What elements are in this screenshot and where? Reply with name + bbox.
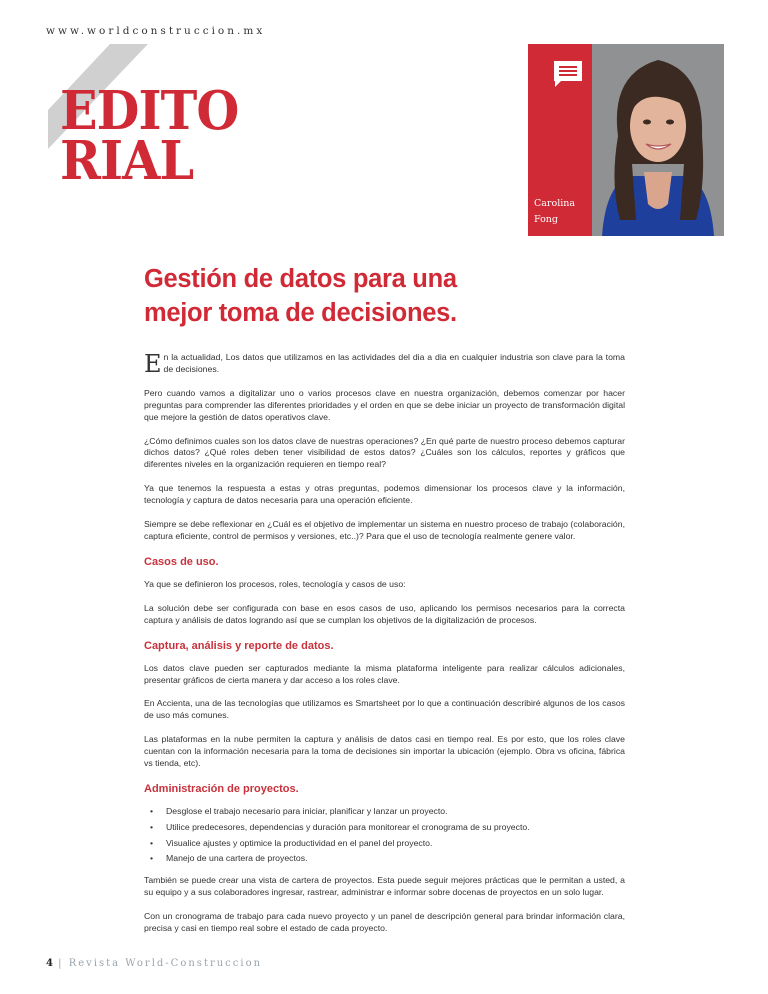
intro-paragraph (144, 352, 625, 376)
footer-separator: | (58, 958, 64, 969)
section-title (60, 80, 239, 192)
intro-text: n la actualidad, Los datos que utilizamos en las actividades del dia a dia en cualquier industria son clave para la toma de decisiones. (163, 352, 625, 374)
paragraph: Ya que se definieron los procesos, roles, tecnología y casos de uso: (144, 578, 406, 589)
paragraph: En Accienta, una de las tecnologías que utilizamos es Smartsheet por lo que a continuación describiré algunos de los casos de uso más comunes. (144, 698, 625, 721)
article (144, 262, 625, 947)
subheading-data-capture: Captura, análisis y reporte de datos. (144, 639, 334, 652)
paragraph: ¿Cómo definimos cuales son los datos clave de nuestras operaciones? ¿En qué parte de nuestro proceso debemos capturar dichos datos? ¿Qué roles deben tener visibilidad de estos datos? ¿Cuáles son los cálculos, reportes y gráficos que diferentes niveles en la organización requieren en tiempo real? (144, 435, 625, 470)
paragraph: Pero cuando vamos a digitalizar uno o varios procesos clave en nuestra organización, debemos comenzar por hacer preguntas para comprender las diferentes prioridades y el orden en que se debe iniciar un proyecto de transformación digital que mejore la gestión de datos operativos clave. (144, 387, 625, 422)
author-label-panel (528, 44, 592, 236)
author-first-name: Carolina (534, 198, 576, 209)
paragraph: La solución debe ser configurada con base en esos casos de uso, aplicando los permisos necesarios para la correcta captura y análisis de datos logrando así que se cumplan los objetivos de la digitalización de procesos. (144, 602, 625, 625)
drop-cap: E (144, 350, 162, 378)
paragraph: También se puede crear una vista de cartera de proyectos. Esta puede seguir mejores prácticas que le permitan a usted, a su equipo y a sus colaboradores ingresar, rastrear, administrar e informar sobre docenas de proyectos en un solo lugar. (144, 875, 625, 898)
paragraph: Siempre se debe reflexionar en ¿Cuál es el objetivo de implementar un sistema en nuestro proceso de trabajo (colaboración, captura eficiente, control de permisos y versiones, etc..)? Para que el uso de tecnología realmente genere valor. (144, 519, 625, 541)
magazine-name: Revista World-Construccion (68, 958, 263, 969)
page-number: 4 (46, 958, 53, 969)
author-card (528, 44, 724, 236)
section-title-line2: RIAL (60, 130, 194, 192)
article-title (144, 262, 625, 330)
list-item: • Visualice ajustes y optimice la productividad en el panel del proyecto. (144, 838, 625, 850)
subheading-use-cases: Casos de uso. (144, 555, 219, 568)
author-photo (592, 44, 724, 236)
paragraph: Ya que tenemos la respuesta a estas y otras preguntas, podemos dimensionar los procesos clave y la información, tecnología y captura de datos necesaria para una operación eficiente. (144, 483, 625, 506)
list-item: • Manejo de una cartera de proyectos. (144, 853, 625, 865)
article-title-line1: Gestión de datos para una (144, 265, 457, 293)
article-title-line2: mejor toma de decisiones. (144, 299, 457, 327)
bullet-list (144, 806, 625, 865)
site-url[interactable]: www.worldconstruccion.mx (46, 25, 266, 37)
subheading-project-admin: Administración de proyectos. (144, 782, 299, 795)
author-last-name: Fong (534, 214, 558, 225)
paragraph: Las plataformas en la nube permiten la captura y análisis de datos casi en tiempo real. Es por esto, que los roles clave cuentan con la información necesaria para la toma de decisiones sin importar la ubicación (ejemplo. Obra vs oficina, fábrica vs tienda, etc). (144, 734, 625, 769)
list-item: • Utilice predecesores, dependencias y duración para monitorear el cronograma de su proyecto. (144, 822, 625, 834)
page-footer (46, 958, 262, 969)
list-item: • Desglose el trabajo necesario para iniciar, planificar y lanzar un proyecto. (144, 806, 625, 818)
section-title-line1: EDITO (60, 80, 239, 142)
paragraph: Con un cronograma de trabajo para cada nuevo proyecto y un panel de descripción general para brindar información clara, precisa y casi en tiempo real sobre el estado de cada proyecto. (144, 911, 625, 933)
paragraph: Los datos clave pueden ser capturados mediante la misma plataforma inteligente para realizar cálculos adicionales, presentar gráficos de cierta manera y dar acceso a los roles clave. (144, 662, 625, 685)
author-name (534, 196, 575, 228)
chat-bubble-icon (552, 58, 584, 90)
